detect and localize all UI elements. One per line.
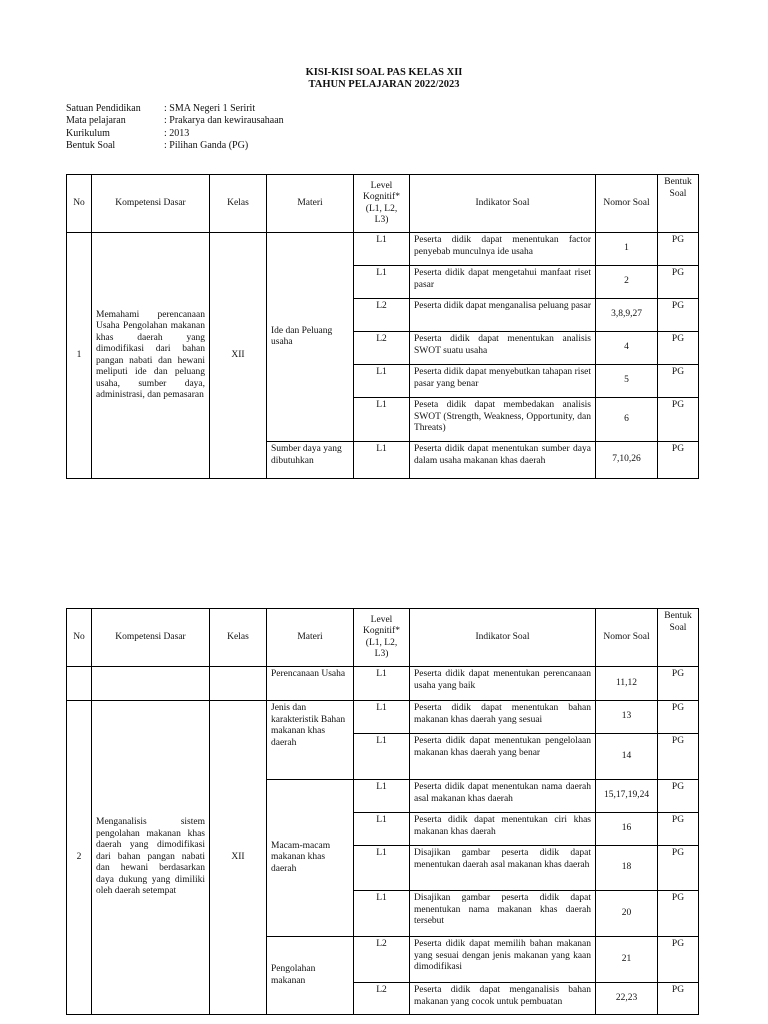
indikator-cell: Peserta didik dapat menganalisis bahan makanan yang cocok untuk pembuatan xyxy=(410,983,596,1015)
indikator-cell: Disajikan gambar peserta didik dapat menentukan nama makanan khas daerah tersebut xyxy=(410,891,596,937)
indikator-cell: Peserta didik dapat memilih bahan makanan yang sesuai dengan jenis makanan yang kaan dimodifikasi xyxy=(410,937,596,983)
level-cell: L1 xyxy=(354,780,410,813)
nomor-cell: 16 xyxy=(596,813,658,846)
kelas-cell: XII xyxy=(210,233,267,479)
meta-value: : Pilihan Ganda (PG) xyxy=(164,139,249,151)
nomor-cell: 2 xyxy=(596,266,658,299)
bentuk-cell: PG xyxy=(658,398,699,442)
meta-label: Satuan Pendidikan xyxy=(66,103,141,114)
indikator-cell: Peserta didik dapat menyebutkan tahapan riset pasar yang benar xyxy=(410,365,596,398)
kisi-table-2 xyxy=(66,608,699,1015)
level-cell: L2 xyxy=(354,937,410,983)
indikator-cell: Peserta didik dapat menentukan perencanaan usaha yang baik xyxy=(410,667,596,701)
bentuk-cell: PG xyxy=(658,266,699,299)
table-header-row xyxy=(67,609,699,667)
bentuk-cell: PG xyxy=(658,937,699,983)
kelas-cell xyxy=(210,667,267,701)
table-row xyxy=(67,667,699,701)
nomor-cell: 7,10,26 xyxy=(596,442,658,479)
header-nomor: Nomor Soal xyxy=(596,175,658,233)
meta-value: : Prakarya dan kewirausahaan xyxy=(164,115,284,127)
header-indikator: Indikator Soal xyxy=(410,609,596,667)
meta-row-mapel xyxy=(66,115,284,127)
nomor-cell: 1 xyxy=(596,233,658,266)
bentuk-cell: PG xyxy=(658,813,699,846)
meta-row-bentuk xyxy=(66,140,284,152)
document-meta xyxy=(66,103,284,152)
document-title: KISI-KISI SOAL PAS KELAS XII xyxy=(305,67,463,78)
indikator-cell: Peserta didik dapat menganalisa peluang pasar xyxy=(410,299,596,332)
indikator-cell: Peserta didik dapat menentukan analisis SWOT suatu usaha xyxy=(410,332,596,365)
document-subtitle: TAHUN PELAJARAN 2022/2023 xyxy=(308,79,460,90)
nomor-cell: 11,12 xyxy=(596,667,658,701)
level-cell: L1 xyxy=(354,233,410,266)
kelas-cell: XII xyxy=(210,701,267,1015)
indikator-cell: Peserta didik dapat menentukan ciri khas makanan khas daerah xyxy=(410,813,596,846)
bentuk-cell: PG xyxy=(658,332,699,365)
level-cell: L1 xyxy=(354,442,410,479)
indikator-cell: Peserta didik dapat menentukan sumber daya dalam usaha makanan khas daerah xyxy=(410,442,596,479)
meta-value: : 2013 xyxy=(164,127,190,139)
level-cell: L1 xyxy=(354,846,410,891)
nomor-cell: 15,17,19,24 xyxy=(596,780,658,813)
level-cell: L1 xyxy=(354,365,410,398)
bentuk-cell: PG xyxy=(658,846,699,891)
materi-cell: Ide dan Peluang usaha xyxy=(267,233,354,442)
level-cell: L1 xyxy=(354,813,410,846)
bentuk-cell: PG xyxy=(658,233,699,266)
table-header-row xyxy=(67,175,699,233)
bentuk-cell: PG xyxy=(658,983,699,1015)
indikator-cell: Peseta didik dapat membedakan analisis SWOT (Strength, Weakness, Opportunity, dan Threats) xyxy=(410,398,596,442)
level-cell: L1 xyxy=(354,734,410,780)
header-indikator: Indikator Soal xyxy=(410,175,596,233)
indikator-cell: Peserta didik dapat menentukan factor penyebab munculnya ide usaha xyxy=(410,233,596,266)
level-cell: L2 xyxy=(354,332,410,365)
bentuk-cell: PG xyxy=(658,442,699,479)
header-kelas: Kelas xyxy=(210,175,267,233)
level-cell: L1 xyxy=(354,398,410,442)
indikator-cell: Peserta didik dapat menentukan pengelolaan makanan khas daerah yang benar xyxy=(410,734,596,780)
meta-row-kurikulum xyxy=(66,128,284,140)
meta-label: Mata pelajaran xyxy=(66,115,126,127)
bentuk-cell: PG xyxy=(658,891,699,937)
bentuk-cell: PG xyxy=(658,667,699,701)
materi-cell: Jenis dan karakteristik Bahan makanan khas daerah xyxy=(267,701,354,780)
header-materi: Materi xyxy=(267,609,354,667)
level-cell: L1 xyxy=(354,701,410,734)
nomor-cell: 13 xyxy=(596,701,658,734)
header-no: No xyxy=(67,609,92,667)
indikator-cell: Disajikan gambar peserta didik dapat menentukan daerah asal makanan khas daerah xyxy=(410,846,596,891)
kompetensi-dasar-cell xyxy=(92,667,210,701)
bentuk-cell: PG xyxy=(658,780,699,813)
header-materi: Materi xyxy=(267,175,354,233)
nomor-cell: 3,8,9,27 xyxy=(596,299,658,332)
nomor-cell: 4 xyxy=(596,332,658,365)
meta-label: Kurikulum xyxy=(66,127,110,139)
indikator-cell: Peserta didik dapat mengetahui manfaat riset pasar xyxy=(410,266,596,299)
nomor-cell: 20 xyxy=(596,891,658,937)
nomor-cell: 6 xyxy=(596,398,658,442)
header-level: Level Kognitif* (L1, L2, L3) xyxy=(354,609,410,667)
meta-row-satuan xyxy=(66,103,284,115)
kompetensi-dasar-cell: Menganalisis sistem pengolahan makanan khas daerah yang dimodifikasi dari bahan pangan nabati dan hewani berdasarkan daya dukung yang dimiliki oleh daerah setempat xyxy=(92,701,210,1015)
header-level: Level Kognitif* (L1, L2, L3) xyxy=(354,175,410,233)
materi-cell: Macam-macam makanan khas daerah xyxy=(267,780,354,937)
indikator-cell: Peserta didik dapat menentukan nama daerah asal makanan khas daerah xyxy=(410,780,596,813)
bentuk-cell: PG xyxy=(658,701,699,734)
level-cell: L1 xyxy=(354,891,410,937)
nomor-cell: 5 xyxy=(596,365,658,398)
header-no: No xyxy=(67,175,92,233)
nomor-cell: 18 xyxy=(596,846,658,891)
bentuk-cell: PG xyxy=(658,734,699,780)
header-kelas: Kelas xyxy=(210,609,267,667)
nomor-cell: 14 xyxy=(596,734,658,780)
level-cell: L2 xyxy=(354,299,410,332)
nomor-cell: 22,23 xyxy=(596,983,658,1015)
header-kd: Kompetensi Dasar xyxy=(92,175,210,233)
level-cell: L1 xyxy=(354,667,410,701)
kisi-table-1 xyxy=(66,174,699,479)
header-nomor: Nomor Soal xyxy=(596,609,658,667)
header-bentuk: Bentuk Soal xyxy=(658,175,699,233)
table-row xyxy=(67,701,699,734)
header-bentuk: Bentuk Soal xyxy=(658,609,699,667)
row-number xyxy=(67,667,92,701)
bentuk-cell: PG xyxy=(658,299,699,332)
header-kd: Kompetensi Dasar xyxy=(92,609,210,667)
level-cell: L2 xyxy=(354,983,410,1015)
table-row xyxy=(67,233,699,266)
materi-cell: Pengolahan makanan xyxy=(267,937,354,1015)
bentuk-cell: PG xyxy=(658,365,699,398)
indikator-cell: Peserta didik dapat menentukan bahan makanan khas daerah yang sesuai xyxy=(410,701,596,734)
materi-cell: Perencanaan Usaha xyxy=(267,667,354,701)
kompetensi-dasar-cell: Memahami perencanaan Usaha Pengolahan makanan khas daerah yang dimodifikasi dari bahan pangan nabati dan hewani meliputi ide dan peluang usaha, sumber daya, administrasi, dan pemasaran xyxy=(92,233,210,479)
materi-cell: Sumber daya yang dibutuhkan xyxy=(267,442,354,479)
level-cell: L1 xyxy=(354,266,410,299)
meta-value: : SMA Negeri 1 Seririt xyxy=(164,103,256,114)
row-number: 1 xyxy=(67,233,92,479)
row-number: 2 xyxy=(67,701,92,1015)
nomor-cell: 21 xyxy=(596,937,658,983)
meta-label: Bentuk Soal xyxy=(66,139,116,151)
